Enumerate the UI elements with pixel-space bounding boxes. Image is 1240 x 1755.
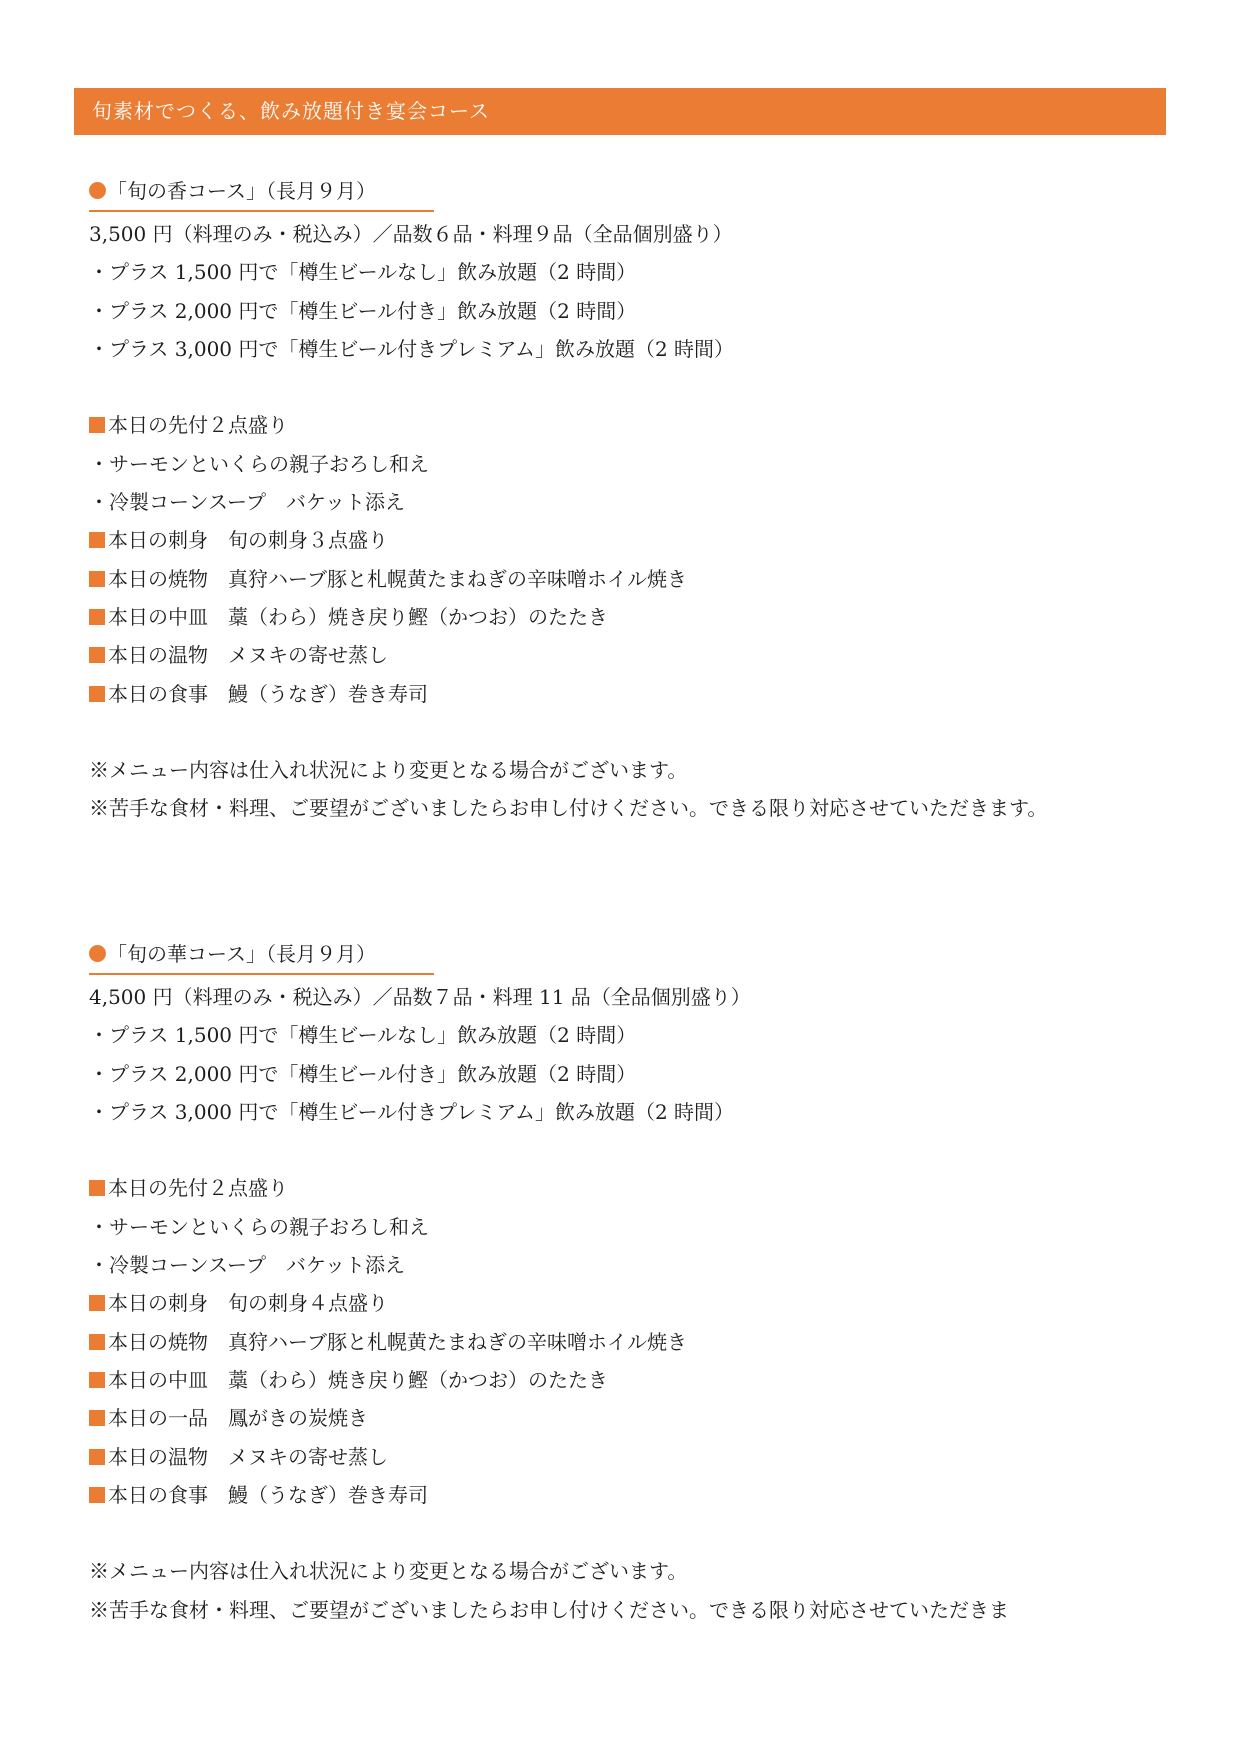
- menu-item-text: 本日の温物 メヌキの寄せ蒸し: [108, 643, 388, 668]
- menu-item: [89, 598, 1169, 636]
- menu-item-text: 本日の温物 メヌキの寄せ蒸し: [108, 1444, 388, 1469]
- menu-item: [89, 1169, 1169, 1207]
- menu-subitem: ・冷製コーンスープ バケット添え: [89, 490, 405, 515]
- orange-dot-icon: [89, 182, 106, 199]
- orange-square-icon: [89, 1295, 105, 1311]
- menu-item-text: 本日の焼物 真狩ハーブ豚と札幌黄たまねぎの辛味噌ホイル焼き: [108, 566, 687, 591]
- orange-square-icon: [89, 1334, 105, 1350]
- menu-item: [89, 406, 1169, 444]
- menu-item-text: 本日の中皿 藁（わら）焼き戻り鰹（かつお）のたたき: [108, 1367, 608, 1392]
- menu-item-text: 本日の中皿 藁（わら）焼き戻り鰹（かつお）のたたき: [108, 604, 608, 629]
- menu-item-text: 本日の食事 鰻（うなぎ）巻き寿司: [108, 1482, 428, 1507]
- course-title-text: 「旬の香コース」（長月９月）: [107, 179, 376, 203]
- orange-square-icon: [89, 1410, 105, 1426]
- title-underline: [89, 973, 434, 975]
- menu-item: [89, 1284, 1169, 1322]
- menu-item: [89, 675, 1169, 713]
- menu-item: [89, 521, 1169, 559]
- menu-item-text: 本日の刺身 旬の刺身４点盛り: [108, 1291, 388, 1316]
- orange-square-icon: [89, 532, 105, 548]
- price-line: 3,500 円（料理のみ・税込み）／品数６品・料理９品（全品個別盛り）: [89, 222, 733, 246]
- menu-subitem: ・サーモンといくらの親子おろし和え: [89, 451, 429, 476]
- orange-square-icon: [89, 1449, 105, 1465]
- price-line: 4,500 円（料理のみ・税込み）／品数７品・料理 11 品（全品個別盛り）: [89, 985, 751, 1009]
- menu-item-text: 本日の先付２点盛り: [108, 1176, 288, 1201]
- menu-item-text: 本日の一品 鳳がきの炭焼き: [108, 1406, 368, 1431]
- menu-item: [89, 1476, 1169, 1514]
- menu-item: [89, 636, 1169, 674]
- menu-item-text: 本日の焼物 真狩ハーブ豚と札幌黄たまねぎの辛味噌ホイル焼き: [108, 1329, 687, 1354]
- orange-square-icon: [89, 609, 105, 625]
- menu-item: [89, 1438, 1169, 1476]
- menu-item-text: 本日の刺身 旬の刺身３点盛り: [108, 528, 388, 553]
- plan-item: ・プラス 1,500 円で「樽生ビールなし」飲み放題（2 時間）: [89, 260, 637, 285]
- plan-item: ・プラス 3,000 円で「樽生ビール付きプレミアム」飲み放題（2 時間）: [89, 1099, 735, 1124]
- course-title: [89, 939, 1169, 969]
- orange-square-icon: [89, 1180, 105, 1196]
- menu-item: [89, 560, 1169, 598]
- menu-item: [89, 1323, 1169, 1361]
- orange-square-icon: [89, 571, 105, 587]
- plan-item: ・プラス 2,000 円で「樽生ビール付き」飲み放題（2 時間）: [89, 1061, 637, 1086]
- note-text: ※苦手な食材・料理、ご要望がございましたらお申し付けください。できる限り対応させていただきます。: [89, 796, 1048, 821]
- note-text: ※苦手な食材・料理、ご要望がございましたらお申し付けください。できる限り対応させていただきま: [89, 1597, 1009, 1622]
- orange-square-icon: [89, 647, 105, 663]
- note-text: ※メニュー内容は仕入れ状況により変更となる場合がございます。: [89, 758, 688, 783]
- menu-item: [89, 1361, 1169, 1399]
- menu-item-text: 本日の先付２点盛り: [108, 413, 288, 438]
- menu-item-text: 本日の食事 鰻（うなぎ）巻き寿司: [108, 681, 428, 706]
- orange-square-icon: [89, 1372, 105, 1388]
- plan-item: ・プラス 2,000 円で「樽生ビール付き」飲み放題（2 時間）: [89, 298, 637, 323]
- orange-square-icon: [89, 417, 105, 433]
- menu-subitem: ・冷製コーンスープ バケット添え: [89, 1253, 405, 1278]
- orange-dot-icon: [89, 945, 106, 962]
- title-underline: [89, 210, 434, 212]
- course-title-text: 「旬の華コース」（長月９月）: [107, 942, 376, 966]
- course-title: [89, 176, 1169, 206]
- page-header-banner: [74, 88, 1166, 135]
- orange-square-icon: [89, 1487, 105, 1503]
- course-section-kaori: [89, 176, 1169, 828]
- plan-item: ・プラス 1,500 円で「樽生ビールなし」飲み放題（2 時間）: [89, 1023, 637, 1048]
- course-section-hana: [89, 939, 1169, 1629]
- plan-item: ・プラス 3,000 円で「樽生ビール付きプレミアム」飲み放題（2 時間）: [89, 336, 735, 361]
- page-title: 旬素材でつくる、飲み放題付き宴会コース: [92, 99, 490, 123]
- menu-subitem: ・サーモンといくらの親子おろし和え: [89, 1214, 429, 1239]
- note-text: ※メニュー内容は仕入れ状況により変更となる場合がございます。: [89, 1559, 688, 1584]
- menu-item: [89, 1399, 1169, 1437]
- orange-square-icon: [89, 686, 105, 702]
